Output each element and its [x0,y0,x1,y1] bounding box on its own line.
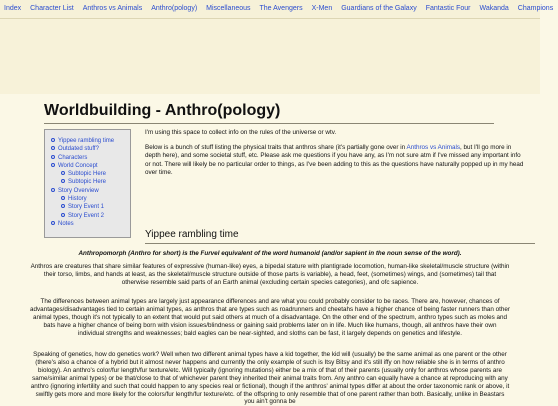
bullet-icon [61,171,65,175]
paragraph-animal-differences: The differences between animal types are largely just appearance differences and are what you could probably consider to be races. There are, however, chances of advantages/disadvantages tied to certain animal types, as anthros that are types such as roadrunners and cheetahs have a higher chance of being faster runners than other animal types, though it's not typically to an extent that would put said others at much of a disadvantage. On the other end of the spectrum, anthro types such as moles and bats have a higher chance of being born with vision issues/blindness or gaining said problems later on in life. Much like humans, though, all anthros have their own individual strengths and weaknesses; bald eagles can be near-sighted, and sloths can be fast, it largely depends on genetics and lifestyle. [30,298,510,337]
table-of-contents [44,129,131,238]
bullet-icon [61,179,65,183]
toc-list [51,137,114,228]
intro-text-after-link: , but I'll go more in depth here), and some societal stuff, etc. Please ask me questions if you have any, as I'm not sure atm if I've missed any important info or not. There will likely be no particular order to things, as I've been adding to this as the questions have naturally popped up in my head over time. [145,144,524,176]
toc-link[interactable]: Outdated stuff? [58,146,99,153]
toc-item[interactable] [51,145,114,153]
nav-link-fantastic-four[interactable]: Fantastic Four [425,5,471,12]
toc-item[interactable] [51,187,114,195]
intro-paragraph-2 [145,144,525,177]
top-nav [0,0,554,19]
header-banner [0,19,540,94]
nav-link-wakanda[interactable]: Wakanda [479,5,509,12]
intro-paragraph-1: I'm using this space to collect info on the rules of the universe or wtv. [145,129,337,136]
toc-link[interactable]: Characters [58,154,88,161]
intro-text [145,129,525,184]
toc-link[interactable]: World Concept [58,162,98,169]
nav-link-miscellaneous[interactable]: Miscellaneous [206,5,251,12]
nav-link-character-list[interactable]: Character List [30,5,74,12]
toc-link[interactable]: Story Overview [58,187,99,194]
toc-link[interactable]: Subtopic Here [68,179,107,186]
bullet-icon [61,196,65,200]
nav-link-anthros-vs-animals[interactable]: Anthros vs Animals [82,5,143,12]
toc-link[interactable]: Subtopic Here [68,171,107,178]
nav-link-anthro-pology[interactable]: Anthro(pology) [151,5,198,12]
toc-link[interactable]: Story Event 2 [68,212,105,219]
toc-link[interactable]: Notes [58,220,74,227]
nav-link-guardians-of-the-galaxy[interactable]: Guardians of the Galaxy [341,5,417,12]
toc-item[interactable] [51,203,114,211]
toc-item[interactable] [51,178,114,186]
toc-item[interactable] [51,220,114,228]
bullet-icon [51,155,55,159]
bullet-icon [51,138,55,142]
paragraph-anthro-features: Anthros are creatures that share similar features of expressive (human-like) eyes, a bipedal stature with plantigrade locomotion, human-like skeletal/muscle structure (within their torso, limbs, and hands at least, as the skeletal/muscle structure outside of those parts is variable), a head, feet, (sometimes) wings, and (sometimes) tail that otherwise resemble said parts of an Earth animal (excluding certain species categories), and ofc sapience. [30,263,510,286]
bullet-icon [61,213,65,217]
toc-item[interactable] [51,170,114,178]
section-heading: Yippee rambling time [145,229,535,244]
bullet-icon [51,163,55,167]
bullet-icon [51,146,55,150]
bullet-icon [61,204,65,208]
anthros-vs-animals-link[interactable]: Anthros vs Animals [406,144,461,152]
intro-text-before-link: Below is a bunch of stuff listing the physical traits that anthros share (it's partially gone over in [145,144,407,152]
bullet-icon [51,221,55,225]
nav-link-index[interactable]: Index [4,5,22,12]
nav-link-the-avengers[interactable]: The Avengers [259,5,303,12]
toc-item[interactable] [51,154,114,162]
nav-link-champions[interactable]: Champions [517,5,554,12]
toc-link[interactable]: Story Event 1 [68,204,105,211]
nav-link-x-men[interactable]: X-Men [311,5,333,12]
toc-item[interactable] [51,212,114,220]
definition-text: Anthropomorph (Anthro for short) is the Furvel equivalent of the word humanoid (and/or sapient in the noun sense of the word). [78,250,462,257]
paragraph-genetics: Speaking of genetics, how do genetics work? Well when two different animal types have a kid together, the kid will (usually) be the same animal as one parent or the other (there's also a chance of a hybrid but it almost never happens and currently the only example of such is Itsy Bitsy and it's still iffy on how reliable she is in terms of anthro biology). An anthro's color/fur length/fur texture/etc. Will typically (ignoring mutations) either be a mix of that of their parents (usually only for anthros whose parents are same/similar animal types) or be that/close to that of whichever parent they inherited their animal traits from. Any anthro can equally have a chance at reproducing with any anthro (ignoring infertility and such that could happen to any species real or fictional), though if the anthros' animal types differ at about the order taxonomic rank or above, it swiftly gets more and more likely for the colors/fur length/fur texture/etc. of the offspring to only resemble that of one parent rather than both. Basically, unlike in Beastars you ain't gonna be [30,351,510,406]
toc-item[interactable] [51,162,114,170]
toc-item[interactable] [51,137,114,145]
toc-link[interactable]: Yippee rambling time [58,138,115,144]
bullet-icon [51,188,55,192]
toc-link[interactable]: History [68,196,87,203]
toc-item[interactable] [51,195,114,203]
page-title: Worldbuilding - Anthro(pology) [44,101,494,124]
